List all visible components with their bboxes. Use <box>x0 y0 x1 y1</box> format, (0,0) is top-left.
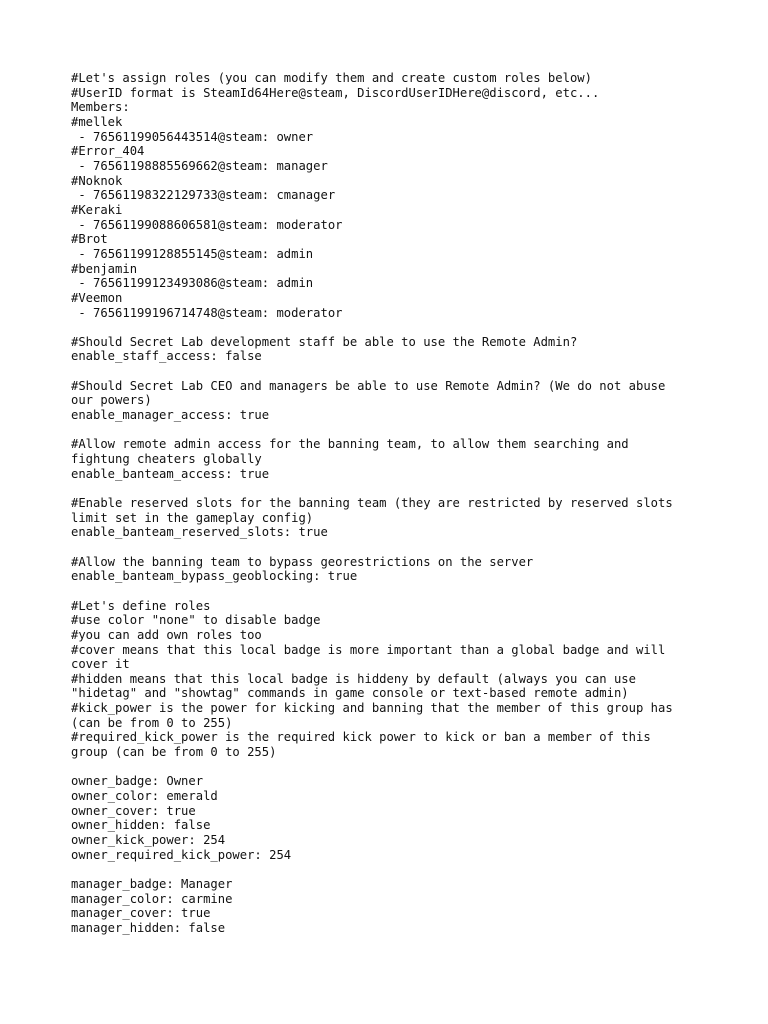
text-line: #UserID format is SteamId64Here@steam, DiscordUserIDHere@discord, etc... <box>71 85 600 100</box>
text-line: #Should Secret Lab CEO and managers be able to use Remote Admin? (We do not abuse <box>71 378 666 393</box>
text-line: #Let's assign roles (you can modify them and create custom roles below) <box>71 71 592 85</box>
text-line: owner_badge: Owner <box>71 774 204 789</box>
text-line: owner_kick_power: 254 <box>71 833 226 848</box>
text-line: fightung cheaters globally <box>71 452 262 467</box>
blank-line <box>71 320 701 335</box>
blank-line <box>71 364 701 379</box>
text-line: #benjamin <box>71 261 138 276</box>
text-line: enable_banteam_bypass_geoblocking: true <box>71 569 358 584</box>
text-line: manager_hidden: false <box>71 920 226 935</box>
text-line: #Should Secret Lab development staff be able to use the Remote Admin? <box>71 334 578 349</box>
text-line: manager_badge: Manager <box>71 876 233 891</box>
blank-line <box>71 540 701 555</box>
text-line: owner_required_kick_power: 254 <box>71 847 292 862</box>
blank-line <box>71 584 701 599</box>
text-line: #cover means that this local badge is more important than a global badge and will <box>71 642 666 657</box>
text-line: (can be from 0 to 255) <box>71 715 233 730</box>
text-line: "hidetag" and "showtag" commands in game console or text-based remote admin) <box>71 686 629 701</box>
blank-line <box>71 862 701 877</box>
blank-line <box>71 760 701 775</box>
text-line: #Allow remote admin access for the banning team, to allow them searching and <box>71 437 629 452</box>
blank-line <box>71 423 701 438</box>
text-line: #Noknok <box>71 173 123 188</box>
text-line: #Enable reserved slots for the banning team (they are restricted by reserved slots <box>71 495 673 510</box>
document-page <box>71 71 701 936</box>
text-line: #you can add own roles too <box>71 627 262 642</box>
text-line: manager_color: carmine <box>71 891 233 906</box>
text-line: our powers) <box>71 393 152 408</box>
text-line: owner_color: emerald <box>71 789 218 804</box>
text-line: #kick_power is the power for kicking and banning that the member of this group has <box>71 701 673 716</box>
text-line: #use color "none" to disable badge <box>71 613 321 628</box>
text-line: owner_hidden: false <box>71 818 211 833</box>
text-line: limit set in the gameplay config) <box>71 510 314 525</box>
text-line: enable_banteam_access: true <box>71 466 270 481</box>
text-line: enable_banteam_reserved_slots: true <box>71 525 328 540</box>
text-line: - 76561199196714748@steam: moderator <box>71 305 343 320</box>
text-line: #Brot <box>71 232 108 247</box>
text-line: #Let's define roles <box>71 598 211 613</box>
text-line: #Error_404 <box>71 144 145 159</box>
blank-line <box>71 481 701 496</box>
text-line: #mellek <box>71 114 123 129</box>
text-line: - 76561199088606581@steam: moderator <box>71 217 343 232</box>
text-line: - 76561198322129733@steam: cmanager <box>71 188 336 203</box>
text-line: #Allow the banning team to bypass georestrictions on the server <box>71 554 534 569</box>
text-line: #hidden means that this local badge is hiddeny by default (always you can use <box>71 671 636 686</box>
text-line: #Keraki <box>71 202 123 217</box>
text-line: Members: <box>71 100 130 115</box>
text-line: enable_manager_access: true <box>71 408 270 423</box>
text-line: enable_staff_access: false <box>71 349 262 364</box>
text-line: #Veemon <box>71 290 123 305</box>
text-line: owner_cover: true <box>71 803 196 818</box>
text-line: group (can be from 0 to 255) <box>71 745 277 760</box>
text-line: - 76561199056443514@steam: owner <box>71 129 314 144</box>
text-line: cover it <box>71 657 130 672</box>
text-line: - 76561199123493086@steam: admin <box>71 276 314 291</box>
text-line: - 76561198885569662@steam: manager <box>71 158 328 173</box>
text-line: - 76561199128855145@steam: admin <box>71 246 314 261</box>
text-line: manager_cover: true <box>71 906 211 921</box>
text-line: #required_kick_power is the required kick power to kick or ban a member of this <box>71 730 651 745</box>
